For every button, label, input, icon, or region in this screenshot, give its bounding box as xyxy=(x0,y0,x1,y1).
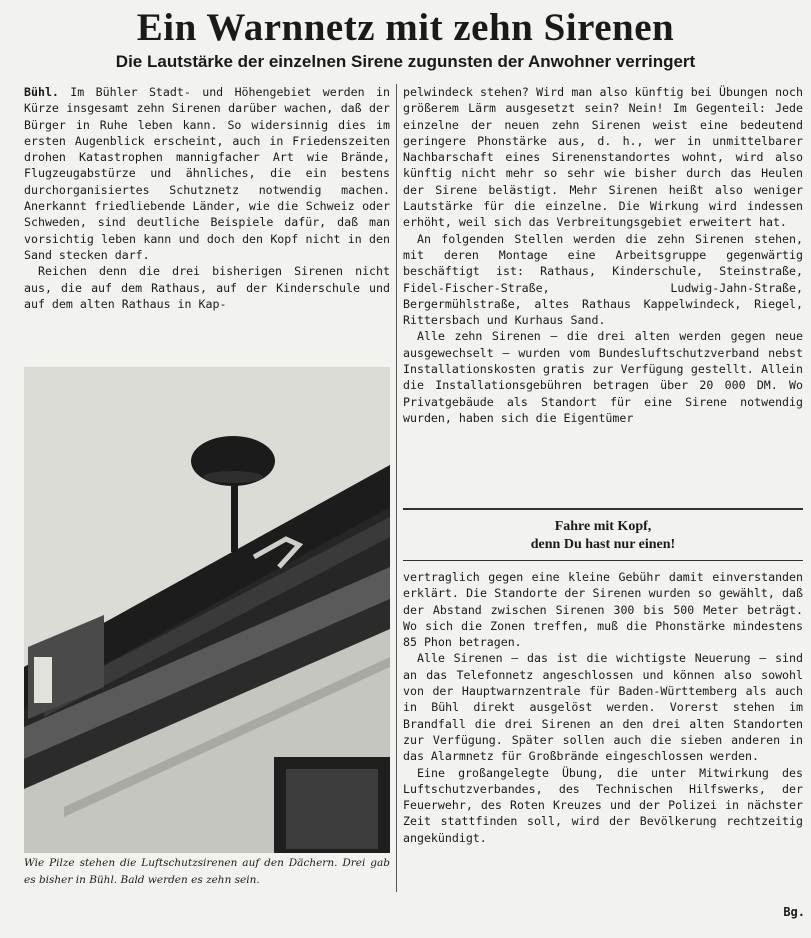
siren-photo xyxy=(24,367,390,853)
paragraph: Alle zehn Sirenen — die drei alten werden gegen neue ausgewechselt — wurden vom Bundesluftschutzverband nebst Installationskosten gratis zur Verfügung gestellt. Allein die Installationsgebühren betragen über 20 000 DM. Wo Privatgebäude als Standort für eine Sirene notwendig wurden, haben sich die Eigentümer xyxy=(403,329,803,425)
article-column-1 xyxy=(24,84,390,312)
rooftop-siren-image xyxy=(24,367,390,853)
paragraph: Reichen denn die drei bisherigen Sirenen nicht aus, die auf dem Rathaus, auf der Kinderschule und auf dem alten Rathaus in Kap- xyxy=(24,264,390,311)
box-rule-top xyxy=(403,508,803,510)
box-line-2: denn Du hast nur einen! xyxy=(530,537,676,552)
dateline: Bühl. xyxy=(24,85,59,99)
paragraph: An folgenden Stellen werden die zehn Sirenen stehen, mit deren Montage eine Arbeitsgruppe gegenwärtig beschäftigt ist: Rathaus, Kinderschule, Steinstraße, Fidel-Fischer-Straße, Ludwig-Jahn-Straße, Bergermühlstraße, altes Rathaus Kappelwindeck, Riegel, Rittersbach und Kurhaus Sand. xyxy=(403,231,803,328)
column-divider xyxy=(396,84,397,892)
box-rule-bottom xyxy=(403,560,803,561)
subheadline: Die Lautstärke der einzelnen Sirene zugunsten der Anwohner verringert xyxy=(115,52,696,71)
author-signature: Bg. xyxy=(783,905,805,919)
article-column-3 xyxy=(403,569,803,846)
paragraph xyxy=(24,84,390,263)
paragraph: Eine großangelegte Übung, die unter Mitwirkung des Luftschutzverbandes, des Technischen Hilfswerks, der Feuerwehr, des Roten Kreuzes und der Polizei in nächster Zeit stattfinden soll, wird der Bevölkerung rechtzeitig angekündigt. xyxy=(403,765,803,845)
photo-caption: Wie Pilze stehen die Luftschutzsirenen auf den Dächern. Drei gab es bisher in Bühl. Bald werden es zehn sein. xyxy=(24,857,390,886)
headline: Ein Warnnetz mit zehn Sirenen xyxy=(136,6,675,49)
box-line-1: Fahre mit Kopf, xyxy=(554,519,652,534)
paragraph: vertraglich gegen eine kleine Gebühr damit einverstanden erklärt. Die Standorte der Sirenen wurden so gewählt, daß der Abstand zwischen Sirenen 300 bis 500 Meter beträgt. Wo sich die Zonen treffen, muß die Phonstärke mindestens 85 Phon betragen. xyxy=(403,570,803,650)
paragraph: Alle Sirenen — das ist die wichtigste Neuerung — sind an das Telefonnetz angeschlossen und können also sowohl von der Hauptwarnzentrale für Baden-Württemberg als auch in Bühl direkt ausgelöst werden. Vorerst stehen im Brandfall die drei Sirenen an den drei alten Standorten zur Verfügung. Später sollen auch die sieben anderen in das Alarmnetz für Großbrände eingeschlossen werden. xyxy=(403,651,803,764)
paragraph: pelwindeck stehen? Wird man also künftig bei Übungen noch größerem Lärm ausgesetzt sein? Nein! Im Gegenteil: Jede einzelne der neuen zehn Sirenen weist eine bedeutend geringere Phonstärke aus, d. h., wer in unmittelbarer Nachbarschaft eines Sirenenstandortes wohnt, wird also künftig nicht mehr so sehr wie bisher durch das Heulen der Sirene belästigt. Mehr Sirenen heißt also weniger Lautstärke für die einzelne. Die Wirkung wird indessen erhöht, weil sich das Verbreitungsgebiet erweitert hat. xyxy=(403,85,803,230)
article-column-2 xyxy=(403,84,803,426)
paragraph-text: Im Bühler Stadt- und Höhengebiet werden in Kürze insgesamt zehn Sirenen darüber wachen, daß der Bürger in Ruhe leben kann. So widersinnig dies im ersten Augenblick erscheint, auch in Friedenszeiten drohen Katastrophen mannigfacher Art wie Brände, Flugzeugabstürze und ähnliches, die ein bestens durchorganisiertes Schutznetz notwendig machen. Anerkannt friedliebende Länder, wie die Schweiz oder Schweden, sind deutliche Beispiele dafür, daß man vorsichtig leben kann und doch den Kopf nicht in den Sand stecken darf. xyxy=(24,85,390,262)
